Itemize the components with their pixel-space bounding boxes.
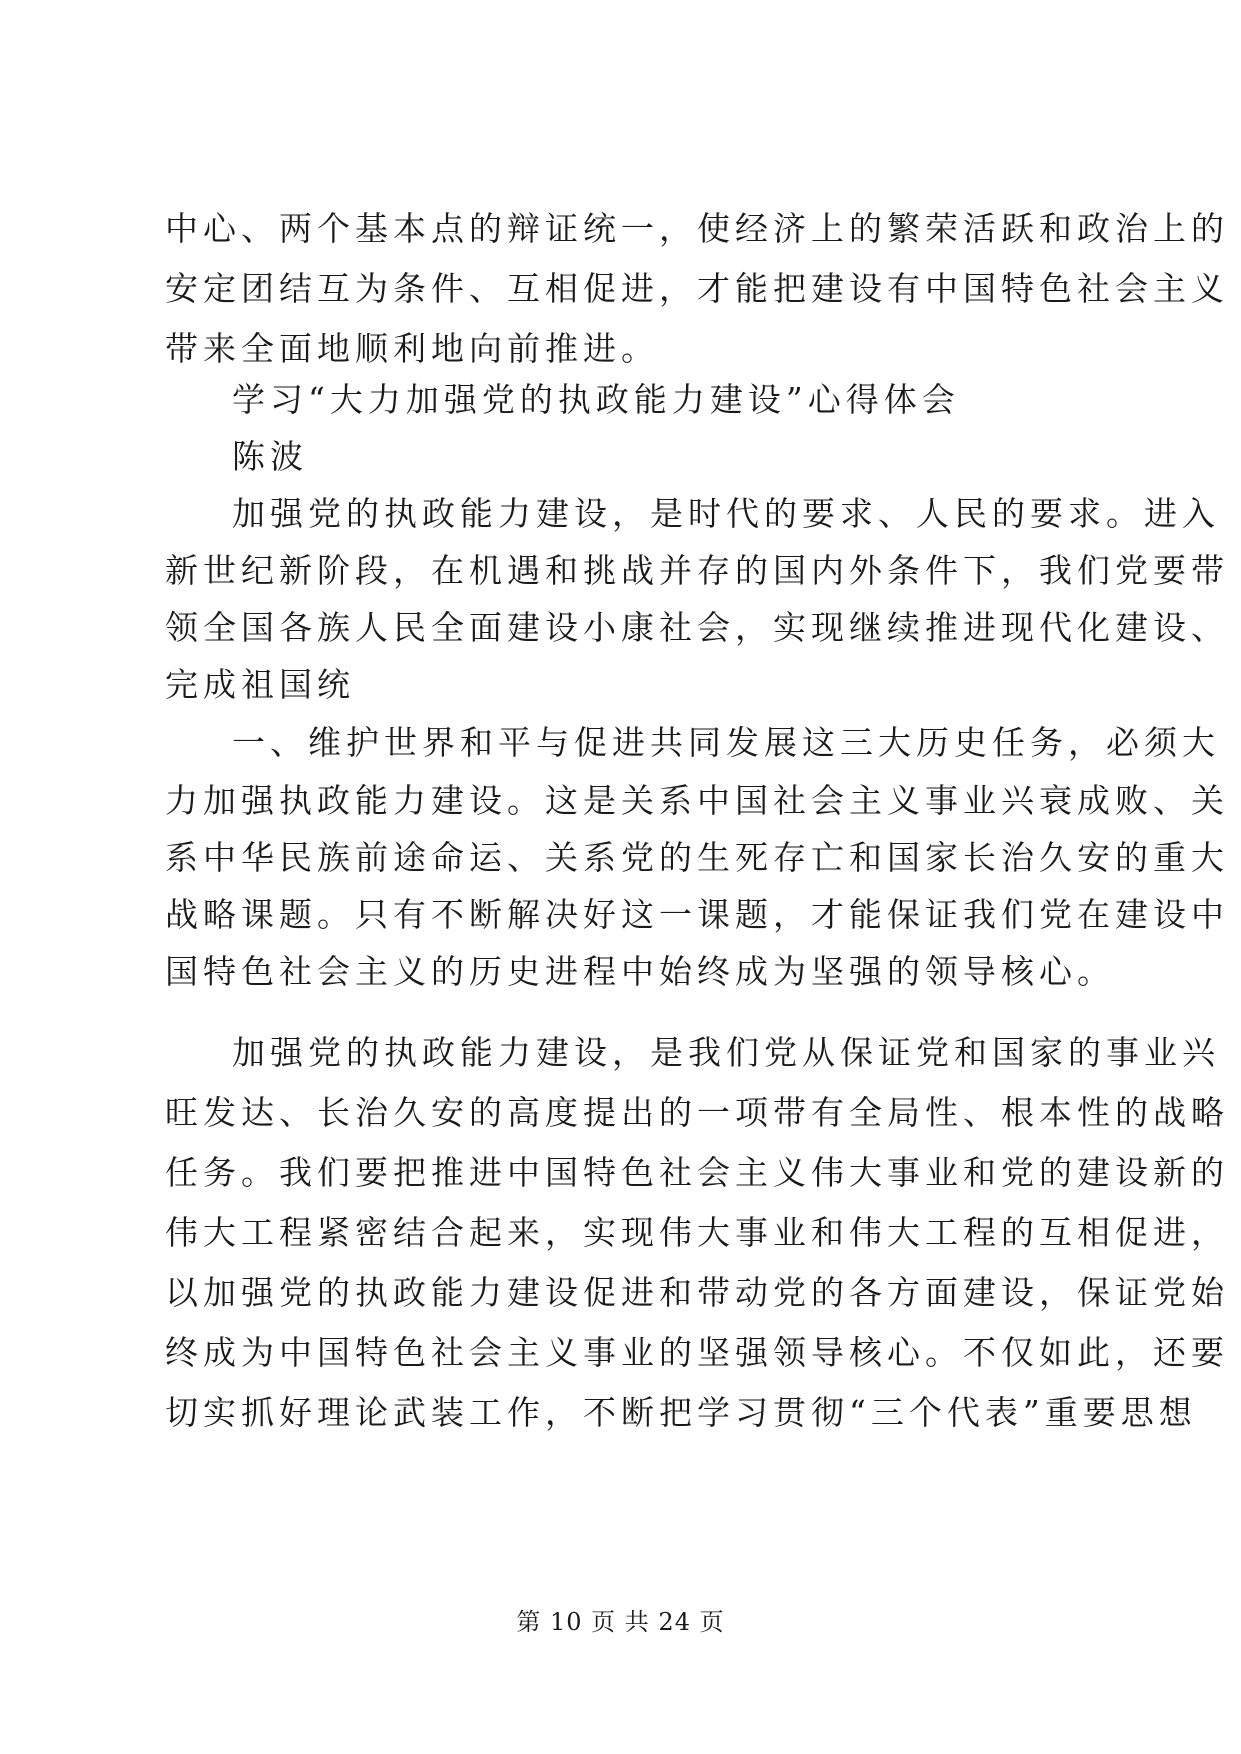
text-line: 切实抓好理论武装工作，不断把学习贯彻“三个代表”重要思想 <box>165 1393 1197 1432</box>
text-line: 完成祖国统 <box>165 665 355 704</box>
text-line: 一、维护世界和平与促进共同发展这三大历史任务，必须大 <box>232 723 1220 762</box>
text-line: 力加强执政能力建设。这是关系中国社会主义事业兴衰成败、关 <box>165 781 1229 820</box>
author-name: 陈波 <box>232 437 308 476</box>
text-line: 国特色社会主义的历史进程中始终成为坚强的领导核心。 <box>165 952 1115 991</box>
text-line: 带来全面地顺利地向前推进。 <box>165 329 659 368</box>
text-line: 安定团结互为条件、互相促进，才能把建设有中国特色社会主义 <box>165 269 1229 308</box>
text-line: 以加强党的执政能力建设促进和带动党的各方面建设，保证党始 <box>165 1273 1229 1312</box>
text-line: 任务。我们要把推进中国特色社会主义伟大事业和党的建设新的 <box>165 1153 1229 1192</box>
page-number-footer: 第 10 页 共 24 页 <box>516 1608 725 1636</box>
text-line: 终成为中国特色社会主义事业的坚强领导核心。不仅如此，还要 <box>165 1333 1229 1372</box>
text-line: 新世纪新阶段，在机遇和挑战并存的国内外条件下，我们党要带 <box>165 551 1229 590</box>
text-line: 伟大工程紧密结合起来，实现伟大事业和伟大工程的互相促进， <box>165 1213 1229 1252</box>
text-line: 战略课题。只有不断解决好这一课题，才能保证我们党在建设中 <box>165 895 1229 934</box>
text-line: 旺发达、长治久安的高度提出的一项带有全局性、根本性的战略 <box>165 1093 1229 1132</box>
text-line: 加强党的执政能力建设，是我们党从保证党和国家的事业兴 <box>232 1033 1220 1072</box>
article-title: 学习“大力加强党的执政能力建设”心得体会 <box>232 380 960 419</box>
text-line: 加强党的执政能力建设，是时代的要求、人民的要求。进入 <box>232 494 1220 533</box>
text-line: 中心、两个基本点的辩证统一，使经济上的繁荣活跃和政治上的 <box>165 209 1229 248</box>
text-line: 系中华民族前途命运、关系党的生死存亡和国家长治久安的重大 <box>165 838 1229 877</box>
text-line: 领全国各族人民全面建设小康社会，实现继续推进现代化建设、 <box>165 608 1229 647</box>
